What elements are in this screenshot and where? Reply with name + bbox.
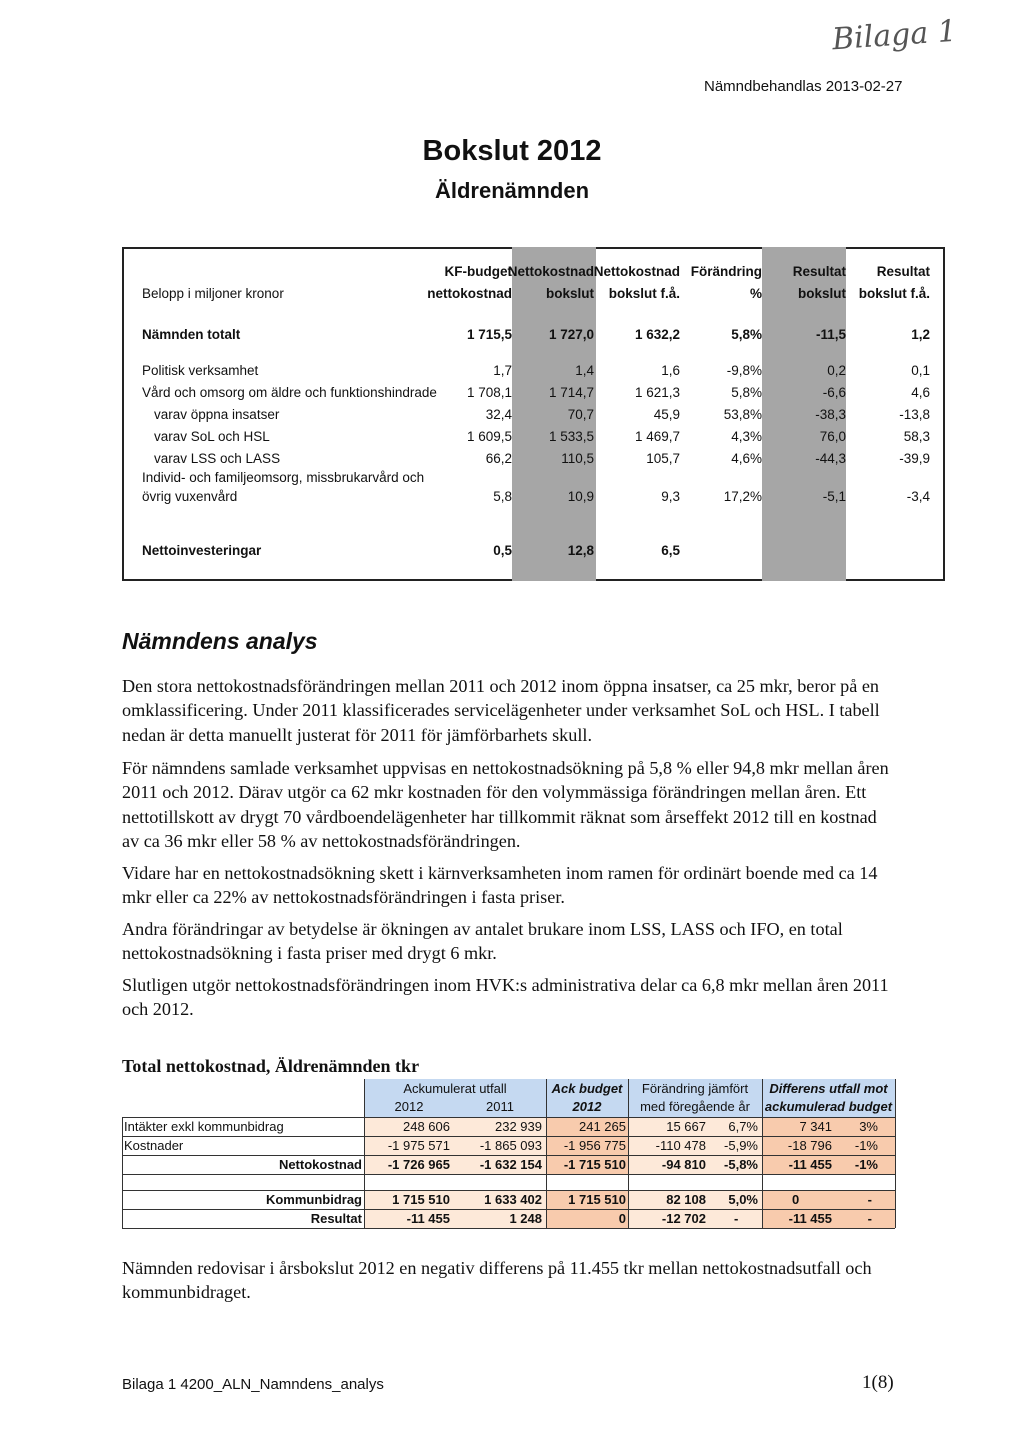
cell: 1 533,5 (548, 429, 594, 444)
cell: 241 265 (579, 1119, 626, 1134)
cell: 53,8% (723, 407, 762, 422)
paragraph: Andra förändringar av betydelse är ökningen av antalet brukare inom LSS, LASS och IFO, en total nettokostnadsökning i fasta priser med drygt 6 mkr. (122, 919, 843, 964)
cell: -5,1 (822, 489, 846, 504)
handwritten-annotation: Bilaga 1 (830, 13, 958, 58)
grid-line (122, 1155, 895, 1156)
col-header: Resultat (876, 264, 930, 279)
header-differens: ackumulerad budget (764, 1099, 893, 1114)
grid-line (122, 1190, 895, 1191)
cell: 1,7 (493, 363, 512, 378)
page-title: Bokslut 2012 (422, 135, 602, 167)
cell: -13,8 (899, 407, 930, 422)
cell: -110 478 (655, 1138, 706, 1153)
cell: 70,7 (567, 407, 594, 422)
row-label: Kommunbidrag (265, 1192, 362, 1207)
cell: -5,9% (724, 1138, 758, 1153)
cell: -11 455 (406, 1211, 450, 1226)
header-forandring: med föregående år (640, 1099, 750, 1114)
cell: 1 727,0 (548, 327, 594, 342)
col-header: Nettokostnad (593, 264, 680, 279)
cell: -39,9 (899, 451, 930, 466)
col-header: bokslut (797, 286, 846, 301)
header-ack-budget: Ack budget (551, 1081, 623, 1096)
col-header: nettokostnad (427, 286, 512, 301)
cell: 1,6 (661, 363, 680, 378)
grid-line (122, 1136, 895, 1137)
footer-doc-ref: Bilaga 1 4200_ALN_Namndens_analys (122, 1376, 384, 1393)
grid-line (122, 1228, 895, 1229)
cell: 1 714,7 (548, 385, 594, 400)
cell: 5,8% (731, 385, 762, 400)
row-label: varav SoL och HSL (154, 429, 270, 444)
closing-paragraph: Nämnden redovisar i årsbokslut 2012 en negativ differens på 11.455 tkr mellan nettokostnadsutfall och kommunbidraget. (122, 1258, 872, 1303)
cell: -1 726 965 (387, 1157, 450, 1172)
cell: 76,0 (819, 429, 846, 444)
cell: -6,6 (822, 385, 846, 400)
col-header: Nettokostnad (507, 264, 594, 279)
row-label: Nettokostnad (278, 1157, 362, 1172)
unit-label: Belopp i miljoner kronor (142, 286, 284, 301)
row-label: övrig vuxenvård (142, 489, 238, 504)
cell: 1,4 (575, 363, 594, 378)
row-label: Politisk verksamhet (142, 363, 259, 378)
grid-line (762, 1079, 763, 1228)
cell: 58,3 (903, 429, 930, 444)
cell: -38,3 (815, 407, 846, 422)
cell: 82 108 (666, 1192, 706, 1207)
col-header: bokslut f.å. (858, 286, 930, 301)
cell: 0 (618, 1211, 626, 1226)
cell: 0,5 (493, 543, 512, 558)
cell: -9,8% (726, 363, 762, 378)
summary-table (122, 247, 945, 581)
cell: -1% (854, 1138, 878, 1153)
cell: 248 606 (403, 1119, 450, 1134)
cell: -18 796 (787, 1138, 832, 1153)
cell: 1 708,1 (466, 385, 512, 400)
cell: 0,2 (827, 363, 846, 378)
cell: -1 865 093 (479, 1138, 542, 1153)
paragraph: Slutligen utgör nettokostnadsförändringen inom HVK:s administrativa delar ca 6,8 mkr mellan åren 2011 och 2012. (122, 975, 889, 1020)
page-subtitle: Äldrenämnden (434, 178, 590, 203)
cell: 6,5 (661, 543, 680, 558)
cell: - (734, 1211, 739, 1226)
cell: 45,9 (653, 407, 680, 422)
cell: -1 715 510 (563, 1157, 626, 1172)
header-ack-utfall: Ackumulerat utfall (403, 1081, 507, 1096)
cell: - (867, 1192, 872, 1207)
col-header: Resultat (792, 264, 846, 279)
cell: 4,6 (911, 385, 930, 400)
cell: - (867, 1211, 872, 1226)
header-year: 2012 (394, 1099, 424, 1114)
cell: 0 (792, 1192, 800, 1207)
cell: -11,5 (815, 327, 846, 342)
cell: 1 633 402 (484, 1192, 542, 1207)
col-header: % (749, 286, 762, 301)
paragraph: Den stora nettokostnadsförändringen mellan 2011 och 2012 inom öppna insatser, ca 25 mkr, beror på en omklassificering. Under 2011 klassificerades servicelägenheter under verksamhet SoL och HSL. I tabell nedan är detta manuellt justerat för 2011 för jämförbarhets skull. (122, 676, 880, 745)
cell: 1 715 510 (392, 1192, 450, 1207)
cell: 7 341 (799, 1119, 832, 1134)
header-differens: Differens utfall mot (769, 1081, 888, 1096)
cell: 1 248 (509, 1211, 542, 1226)
row-label: Kostnader (124, 1138, 184, 1153)
cell: 1,2 (911, 327, 930, 342)
cell: -1 975 571 (387, 1138, 450, 1153)
cell: 17,2% (723, 489, 762, 504)
col-header: bokslut (545, 286, 594, 301)
paragraph: Vidare har en nettokostnadsökning skett i kärnverksamheten inom ramen för ordinärt boende med ca 14 mkr eller ca 22% av nettokostnadsförändringen i fasta priser. (122, 863, 878, 908)
cell: 12,8 (567, 543, 594, 558)
section-heading: Nämndens analys (122, 628, 318, 654)
cell: 1 715 510 (568, 1192, 626, 1207)
cell: 1 609,5 (466, 429, 512, 444)
cell: -1 632 154 (479, 1157, 542, 1172)
row-label: varav LSS och LASS (154, 451, 281, 466)
cell: 1 632,2 (634, 327, 680, 342)
col-header: bokslut f.å. (608, 286, 680, 301)
cell: -1% (854, 1157, 878, 1172)
header-year: 2011 (486, 1099, 514, 1114)
row-label: varav öppna insatser (154, 407, 280, 422)
meeting-date: Nämndbehandlas 2013-02-27 (704, 78, 903, 95)
cell: 15 667 (666, 1119, 706, 1134)
cell: -12 702 (661, 1211, 706, 1226)
header-forandring: Förändring jämfört (641, 1081, 749, 1096)
cell: 0,1 (911, 363, 930, 378)
cell: -5,8% (724, 1157, 758, 1172)
cell: 5,0% (728, 1192, 758, 1207)
grid-line (122, 1174, 895, 1175)
cell: 5,8% (731, 327, 762, 342)
cell: 105,7 (646, 451, 680, 466)
cell: 1 715,5 (466, 327, 512, 342)
cell: -1 956 775 (563, 1138, 626, 1153)
grid-line (895, 1079, 896, 1228)
cell: 66,2 (485, 451, 512, 466)
grid-line (122, 1209, 895, 1210)
row-label: Vård och omsorg om äldre och funktionshindrade (142, 385, 437, 400)
header-ack-budget-year: 2012 (572, 1099, 602, 1114)
cell: -44,3 (815, 451, 846, 466)
cell: 10,9 (567, 489, 594, 504)
row-label: Intäkter exkl kommunbidrag (124, 1119, 284, 1134)
page-number: 1(8) (862, 1372, 894, 1393)
cell: 232 939 (495, 1119, 542, 1134)
cell: -11 455 (788, 1157, 832, 1172)
table-title: Total nettokostnad, Äldrenämnden tkr (122, 1056, 420, 1076)
row-label: Resultat (310, 1211, 362, 1226)
cell: 6,7% (728, 1119, 758, 1134)
col-header: KF-budget (444, 264, 512, 279)
cell: 4,6% (731, 451, 762, 466)
cell: 4,3% (731, 429, 762, 444)
row-label-total: Nämnden totalt (142, 327, 241, 342)
paragraph: För nämndens samlade verksamhet uppvisas en nettokostnadsökning på 5,8 % eller 94,8 mkr mellan åren 2011 och 2012. Därav utgör ca 62 mkr kostnaden för den volymmässiga förändringen mellan åren. Ett nettotillskott av drygt 70 vårdboendelägenheter har tillkommit räknat som årseffekt 2012 till en kostnad av ca 36 mkr eller 58 % av nettokostnadsförändringen. (122, 758, 889, 851)
cell: 5,8 (493, 489, 512, 504)
row-label-investments: Nettoinvesteringar (142, 543, 262, 558)
cell: 110,5 (561, 451, 594, 466)
cell: 1 621,3 (634, 385, 680, 400)
cell: 32,4 (485, 407, 512, 422)
cell: 1 469,7 (634, 429, 680, 444)
cell: 9,3 (661, 489, 680, 504)
cell: -11 455 (788, 1211, 832, 1226)
cell: 3% (859, 1119, 878, 1134)
grid-line (122, 1117, 895, 1118)
col-header: Förändring (690, 264, 762, 279)
cell: -3,4 (906, 489, 930, 504)
row-label: Individ- och familjeomsorg, missbrukarvård och (142, 470, 425, 485)
cell: -94 810 (661, 1157, 706, 1172)
